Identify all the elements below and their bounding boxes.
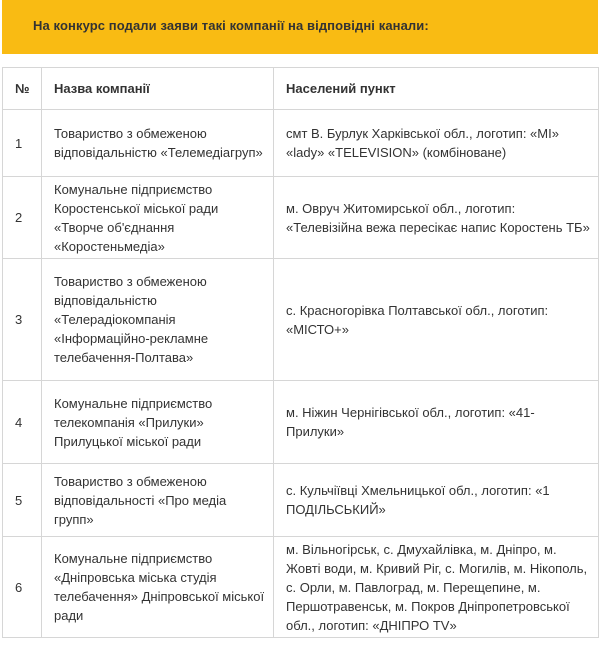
location: м. Овруч Житомирської обл., логотип: «Телевізійна вежа пересікає напис Коростень ТБ» [274, 177, 599, 259]
location: м. Ніжин Чернігівської обл., логотип: «41-Прилуки» [274, 381, 599, 464]
company-name: Товариство з обмеженою відповідальністю «Телемедіагруп» [42, 110, 274, 177]
applicants-table [2, 67, 599, 638]
table-row [3, 464, 599, 537]
row-number: 6 [3, 537, 42, 638]
row-number: 5 [3, 464, 42, 537]
header-company-name: Назва компанії [42, 68, 274, 110]
header-location: Населений пункт [274, 68, 599, 110]
row-number: 3 [3, 259, 42, 381]
company-name: Комунальне підприємство «Дніпровська міська студія телебачення» Дніпровської міської ради [42, 537, 274, 638]
table-row [3, 259, 599, 381]
location: м. Вільногірськ, с. Дмухайлівка, м. Дніпро, м. Жовті води, м. Кривий Ріг, с. Могилів, м. Нікополь, с. Орли, м. Павлоград, м. Перещепине, м. Першотравенськ, м. Покров Дніпропетровської обл., логотип: «ДНІПРО TV» [274, 537, 599, 638]
row-number: 1 [3, 110, 42, 177]
table-row [3, 537, 599, 638]
table-row [3, 110, 599, 177]
company-name: Комунальне підприємство Коростенської міської ради «Творче об'єднання «Коростеньмедіа» [42, 177, 274, 259]
location: смт В. Бурлук Харківської обл., логотип: «MI» «lady» «TELEVISION» (комбіноване) [274, 110, 599, 177]
company-name: Товариство з обмеженою відповідальністю «Телерадіокомпанія «Інформаційно-рекламне телебачення-Полтава» [42, 259, 274, 381]
location: с. Красногорівка Полтавської обл., логотип: «МІСТО+» [274, 259, 599, 381]
table-row [3, 381, 599, 464]
company-name: Товариство з обмеженою відповідальності «Про медіа групп» [42, 464, 274, 537]
header-number: № [3, 68, 42, 110]
table-row [3, 177, 599, 259]
company-name: Комунальне підприємство телекомпанія «Прилуки» Прилуцької міської ради [42, 381, 274, 464]
intro-banner [2, 0, 598, 54]
location: с. Кульчіївці Хмельницької обл., логотип: «1 ПОДІЛЬСЬКИЙ» [274, 464, 599, 537]
table-header-row [3, 68, 599, 110]
row-number: 4 [3, 381, 42, 464]
intro-banner-text: На конкурс подали заяви такі компанії на відповідні канали: [33, 18, 429, 33]
row-number: 2 [3, 177, 42, 259]
